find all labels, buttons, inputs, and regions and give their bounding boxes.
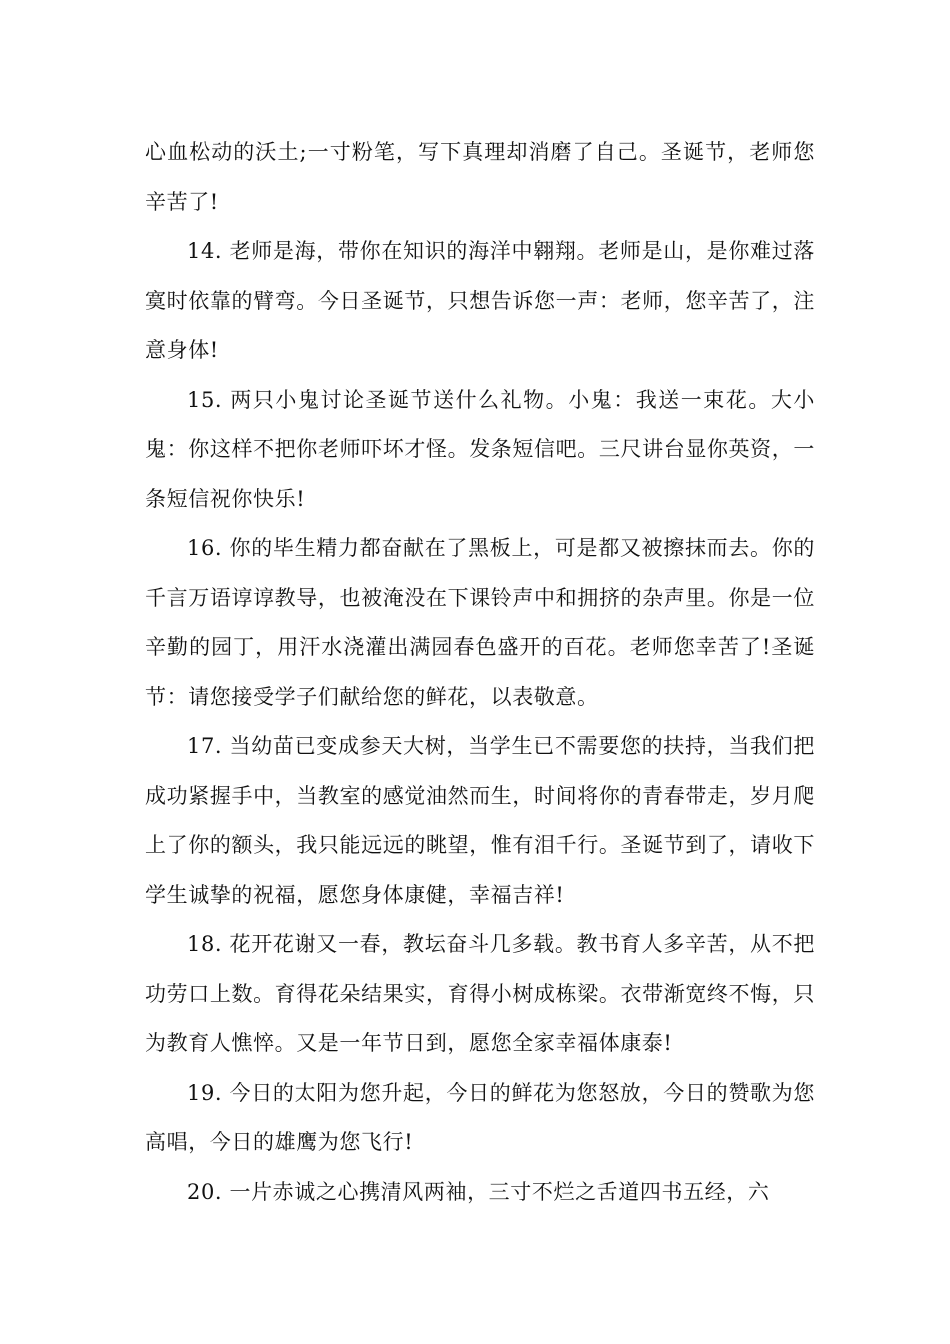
paragraph-13-continued: 心血松动的沃土;一寸粉笔，写下真理却消磨了自己。圣诞节，老师您辛苦了! [145, 140, 815, 214]
document-body [145, 128, 815, 1217]
paragraph-18: 18. 花开花谢又一春，教坛奋斗几多载。教书育人多辛苦，从不把功劳口上数。育得花朵结果实，育得小树成栋梁。衣带渐宽终不悔，只为教育人憔悴。又是一年节日到，愿您全家幸福体康泰! [145, 932, 815, 1055]
paragraph-15: 15. 两只小鬼讨论圣诞节送什么礼物。小鬼：我送一束花。大小鬼：你这样不把你老师吓坏才怪。发条短信吧。三尺讲台显你英资，一条短信祝你快乐! [145, 387, 815, 511]
paragraph-17: 17. 当幼苗已变成参天大树，当学生已不需要您的扶持，当我们把成功紧握手中，当教室的感觉油然而生，时间将你的青春带走，岁月爬上了你的额头，我只能远远的眺望，惟有泪千行。圣诞节到了，请收下学生诚挚的祝福，愿您身体康健，幸福吉祥! [145, 734, 815, 907]
paragraph-20: 20. 一片赤诚之心携清风两袖，三寸不烂之舌道四书五经，六 [187, 1179, 770, 1204]
paragraph-14: 14. 老师是海，带你在知识的海洋中翱翔。老师是山，是你难过落寞时依靠的臂弯。今日圣诞节，只想告诉您一声：老师，您辛苦了，注意身体! [145, 239, 815, 362]
paragraph-19: 19. 今日的太阳为您升起，今日的鲜花为您怒放，今日的赞歌为您高唱，今日的雄鹰为您飞行! [145, 1080, 815, 1154]
paragraph-16: 16. 你的毕生精力都奋献在了黑板上，可是都又被擦抹而去。你的千言万语谆谆教导，也被淹没在下课铃声中和拥挤的杂声里。你是一位辛勤的园丁，用汗水浇灌出满园春色盛开的百花。老师您幸苦了!圣诞节：请您接受学子们献给您的鲜花，以表敬意。 [145, 536, 815, 709]
